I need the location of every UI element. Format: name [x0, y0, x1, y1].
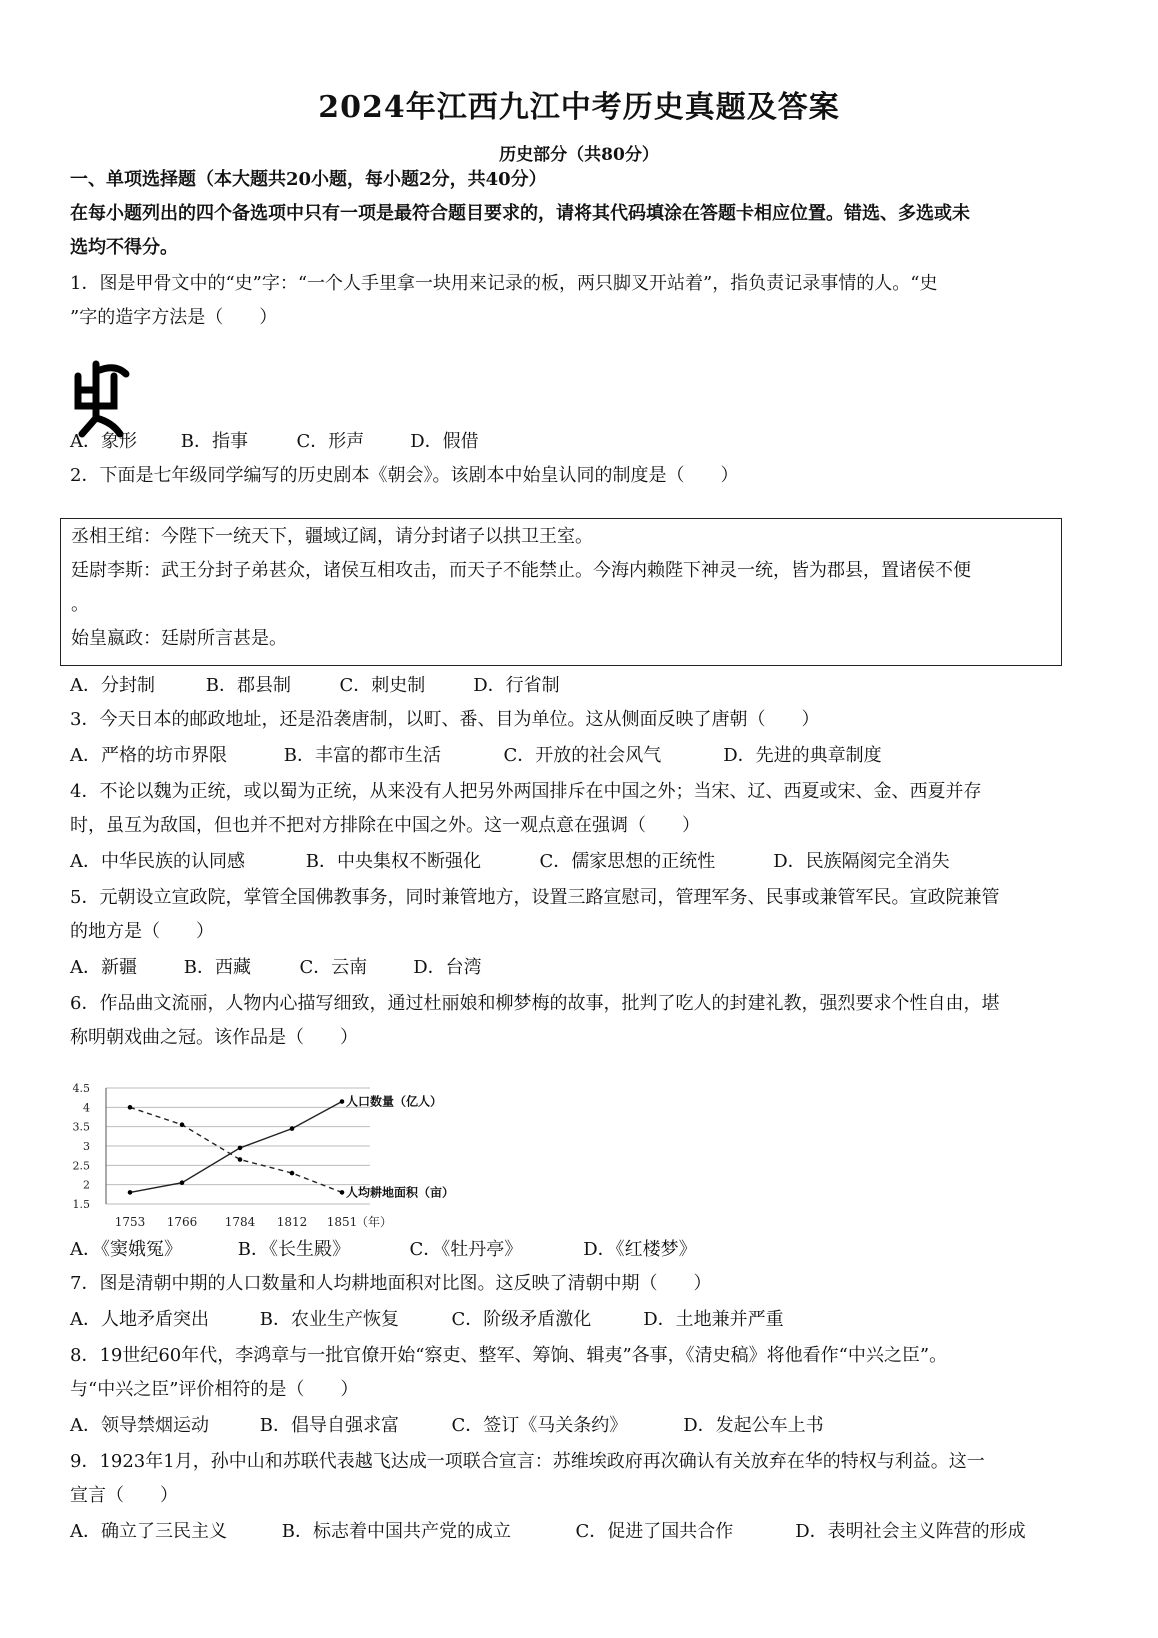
question-9-line-2: 宣言（ ） [70, 1485, 178, 1506]
question-3-options [70, 744, 882, 768]
page-title: 2024年江西九江中考历史真题及答案 [318, 90, 840, 125]
option-a[interactable]: A．人地矛盾突出 [70, 1309, 209, 1330]
question-8-line-1: 8．19世纪60年代，李鸿章与一批官僚开始“察吏、整军、筹饷、辑夷”各事，《清史稿》将他看作“中兴之臣”。 [70, 1345, 948, 1366]
question-6-line-2: 称明朝戏曲之冠。该作品是（ ） [70, 1027, 358, 1048]
question-1-line-2: ”字的造字方法是（ ） [70, 307, 278, 328]
question-7-line-1: 7．图是清朝中期的人口数量和人均耕地面积对比图。这反映了清朝中期（ ） [70, 1273, 712, 1294]
data-point [340, 1099, 345, 1104]
option-d[interactable]: D．台湾 [413, 957, 482, 978]
data-point [180, 1122, 185, 1127]
option-d[interactable]: D．《红楼梦》 [583, 1239, 697, 1260]
data-point [340, 1190, 345, 1195]
data-point [128, 1190, 133, 1195]
question-2-line-1: 2．下面是七年级同学编写的历史剧本《朝会》。该剧本中始皇认同的制度是（ ） [70, 465, 739, 486]
option-b[interactable]: B．指事 [180, 431, 248, 452]
question-1-options [70, 430, 479, 454]
script-excerpt-box [60, 518, 1062, 666]
option-c[interactable]: C．形声 [296, 431, 365, 452]
option-b[interactable]: B．农业生产恢复 [259, 1309, 399, 1330]
option-b[interactable]: B．郡县制 [205, 675, 291, 696]
instruction-line-1: 在每小题列出的四个备选项中只有一项是最符合题目要求的，请将其代码填涂在答题卡相应位置。错选、多选或未 [70, 203, 970, 224]
question-4-options [70, 850, 950, 874]
option-d[interactable]: D．土地兼并严重 [643, 1309, 784, 1330]
data-point [128, 1105, 133, 1110]
excerpt-line-4: 始皇嬴政：廷尉所言甚是。 [71, 628, 287, 649]
question-3-line-1: 3．今天日本的邮政地址，还是沿袭唐制，以町、番、目为单位。这从侧面反映了唐朝（ ） [70, 709, 820, 730]
x-tick-label: 1784 [224, 1215, 256, 1229]
option-b[interactable]: B．丰富的都市生活 [283, 745, 441, 766]
option-a[interactable]: A．严格的坊市界限 [70, 745, 227, 766]
y-tick-label: 3.5 [72, 1120, 90, 1134]
y-tick-label: 2 [83, 1178, 90, 1192]
option-d[interactable]: D．先进的典章制度 [723, 745, 882, 766]
option-c[interactable]: C．阶级矛盾激化 [451, 1309, 592, 1330]
y-tick-label: 2.5 [72, 1159, 90, 1173]
x-tick-label: 1766 [166, 1215, 198, 1229]
option-a[interactable]: A．新疆 [70, 957, 137, 978]
y-tick-label: 4 [83, 1101, 90, 1115]
x-tick-label: 1753 [114, 1215, 146, 1229]
data-point [238, 1146, 243, 1151]
page-subtitle: 历史部分（共80分） [499, 145, 659, 165]
option-b[interactable]: B．倡导自强求富 [259, 1415, 399, 1436]
option-b[interactable]: B．《长生殿》 [237, 1239, 350, 1260]
y-tick-label: 3 [83, 1140, 90, 1153]
oracle-bone-shi-icon [70, 360, 132, 438]
population-farmland-chart [70, 1082, 500, 1232]
question-4-line-1: 4．不论以魏为正统，或以蜀为正统，从来没有人把另外两国排斥在中国之外；当宋、辽、西夏或宋、金、西夏并存 [70, 781, 982, 802]
question-5-line-1: 5．元朝设立宣政院，掌管全国佛教事务，同时兼管地方，设置三路宣慰司，管理军务、民事或兼管军民。宣政院兼管 [70, 887, 1000, 908]
option-c[interactable]: C．签订《马关条约》 [451, 1415, 628, 1436]
option-d[interactable]: D．发起公车上书 [683, 1415, 824, 1436]
series-label-2: 人均耕地面积（亩） [346, 1185, 455, 1200]
option-b[interactable]: B．西藏 [183, 957, 251, 978]
option-d[interactable]: D．民族隔阂完全消失 [773, 851, 950, 872]
option-c[interactable]: C．刺史制 [339, 675, 426, 696]
option-a[interactable]: A．领导禁烟运动 [70, 1415, 209, 1436]
option-a[interactable]: A．象形 [70, 431, 137, 452]
option-d[interactable]: D．表明社会主义阵营的形成 [795, 1521, 1026, 1542]
data-point [180, 1180, 185, 1185]
question-5-options [70, 956, 482, 980]
x-tick-label: 1851 [326, 1215, 358, 1229]
x-axis-label: （年） [356, 1215, 393, 1229]
excerpt-line-2: 廷尉李斯：武王分封子弟甚众，诸侯互相攻击，而天子不能禁止。今海内赖陛下神灵一统，皆为郡县，置诸侯不便 [71, 560, 971, 581]
option-a[interactable]: A．《窦娥冤》 [70, 1239, 182, 1260]
y-tick-label: 4.5 [72, 1082, 90, 1095]
option-c[interactable]: C．儒家思想的正统性 [539, 851, 716, 872]
x-tick-label: 1812 [276, 1215, 308, 1229]
excerpt-line-1: 丞相王绾：今陛下一统天下，疆域辽阔，请分封诸子以拱卫王室。 [71, 526, 593, 547]
option-b[interactable]: B．中央集权不断强化 [305, 851, 481, 872]
option-c[interactable]: C．云南 [299, 957, 368, 978]
series-line-1 [130, 1102, 342, 1193]
data-point [290, 1126, 295, 1131]
question-8-line-2: 与“中兴之臣”评价相符的是（ ） [70, 1379, 359, 1400]
option-c[interactable]: C．《牡丹亭》 [409, 1239, 523, 1260]
data-point [238, 1157, 243, 1162]
question-9-options [70, 1520, 1026, 1544]
question-5-line-2: 的地方是（ ） [70, 921, 214, 942]
excerpt-line-3: 。 [71, 594, 89, 615]
question-6-options [70, 1238, 697, 1262]
option-d[interactable]: D．行省制 [473, 675, 560, 696]
question-8-options [70, 1414, 824, 1438]
option-a[interactable]: A．中华民族的认同感 [70, 851, 245, 872]
question-2-options [70, 674, 560, 698]
question-7-options [70, 1308, 784, 1332]
option-c[interactable]: C．开放的社会风气 [503, 745, 662, 766]
instruction-line-2: 选均不得分。 [70, 237, 178, 258]
option-b[interactable]: B．标志着中国共产党的成立 [281, 1521, 511, 1542]
question-1-line-1: 1．图是甲骨文中的“史”字：“一个人手里拿一块用来记录的板，两只脚叉开站着”，指负责记录事情的人。“史 [70, 273, 938, 294]
data-point [290, 1171, 295, 1176]
option-c[interactable]: C．促进了国共合作 [575, 1521, 734, 1542]
option-a[interactable]: A．分封制 [70, 675, 155, 696]
option-d[interactable]: D．假借 [410, 431, 479, 452]
question-6-line-1: 6．作品曲文流丽，人物内心描写细致，通过杜丽娘和柳梦梅的故事，批判了吃人的封建礼教，强烈要求个性自由，堪 [70, 993, 1000, 1014]
chart-axes [73, 1082, 393, 1229]
question-4-line-2: 时，虽互为敌国，但也并不把对方排除在中国之外。这一观点意在强调（ ） [70, 815, 700, 836]
section-heading: 一、单项选择题（本大题共20小题，每小题2分，共40分） [70, 169, 547, 190]
series-label-1: 人口数量（亿人） [346, 1094, 443, 1109]
option-a[interactable]: A．确立了三民主义 [70, 1521, 227, 1542]
question-9-line-1: 9．1923年1月，孙中山和苏联代表越飞达成一项联合宣言：苏维埃政府再次确认有关放弃在华的特权与利益。这一 [70, 1451, 985, 1472]
y-tick-label: 1.5 [72, 1198, 90, 1211]
